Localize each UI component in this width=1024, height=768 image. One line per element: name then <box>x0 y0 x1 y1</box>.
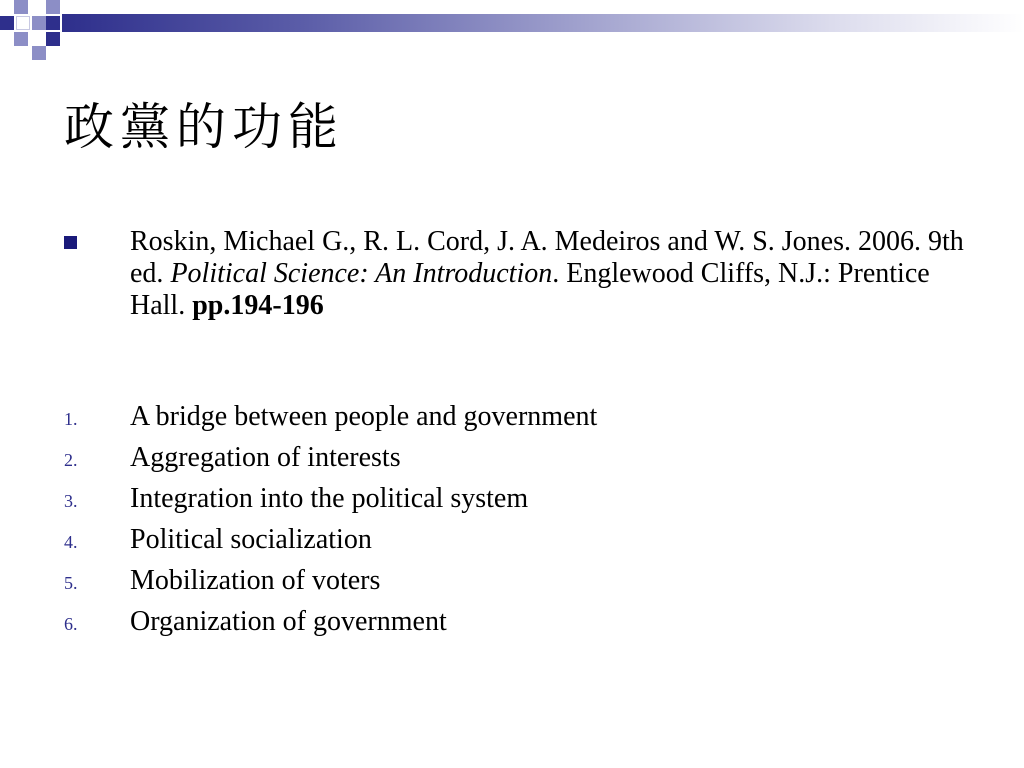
list-number: 6. <box>64 614 78 634</box>
list-number: 1. <box>64 409 78 429</box>
list-item-text: Political socialization <box>130 524 372 555</box>
reference-text <box>130 226 964 322</box>
list-item <box>64 606 964 647</box>
reference-book-title: Political Science: An Introduction <box>170 258 553 289</box>
list-item <box>64 524 964 565</box>
deco-square <box>32 46 46 60</box>
list-item-text: Integration into the political system <box>130 483 529 514</box>
gradient-bar <box>62 14 1024 32</box>
list-number: 5. <box>64 573 78 593</box>
list-number: 2. <box>64 450 78 470</box>
deco-square <box>46 0 60 14</box>
list-item-text: Mobilization of voters <box>130 565 381 596</box>
deco-square <box>46 32 60 46</box>
deco-square <box>14 32 28 46</box>
list-item-text: Aggregation of interests <box>130 442 401 473</box>
functions-list <box>64 401 964 647</box>
list-item <box>64 442 964 483</box>
deco-square <box>16 16 30 30</box>
reference-pages: pp.194-196 <box>192 290 324 321</box>
list-number: 4. <box>64 532 78 552</box>
list-item <box>64 565 964 606</box>
reference-publisher: . Englewood Cliffs, N.J.: Prentice Hall. <box>130 258 930 321</box>
deco-square <box>32 16 46 30</box>
list-item-text: A bridge between people and government <box>130 401 598 432</box>
list-item <box>64 483 964 524</box>
header-decoration <box>0 0 1024 70</box>
list-number: 3. <box>64 491 78 511</box>
reference-authors: Roskin, Michael G., R. L. Cord, J. A. Medeiros and W. S. Jones. 2006. 9th ed. <box>130 226 964 289</box>
deco-square <box>14 0 28 14</box>
list-item <box>64 401 964 442</box>
deco-square <box>0 16 14 30</box>
reference-entry <box>64 226 964 322</box>
square-bullet-icon <box>64 236 77 249</box>
deco-square <box>46 16 60 30</box>
slide-title: 政黨的功能 <box>64 98 344 156</box>
list-item-text: Organization of government <box>130 606 447 637</box>
